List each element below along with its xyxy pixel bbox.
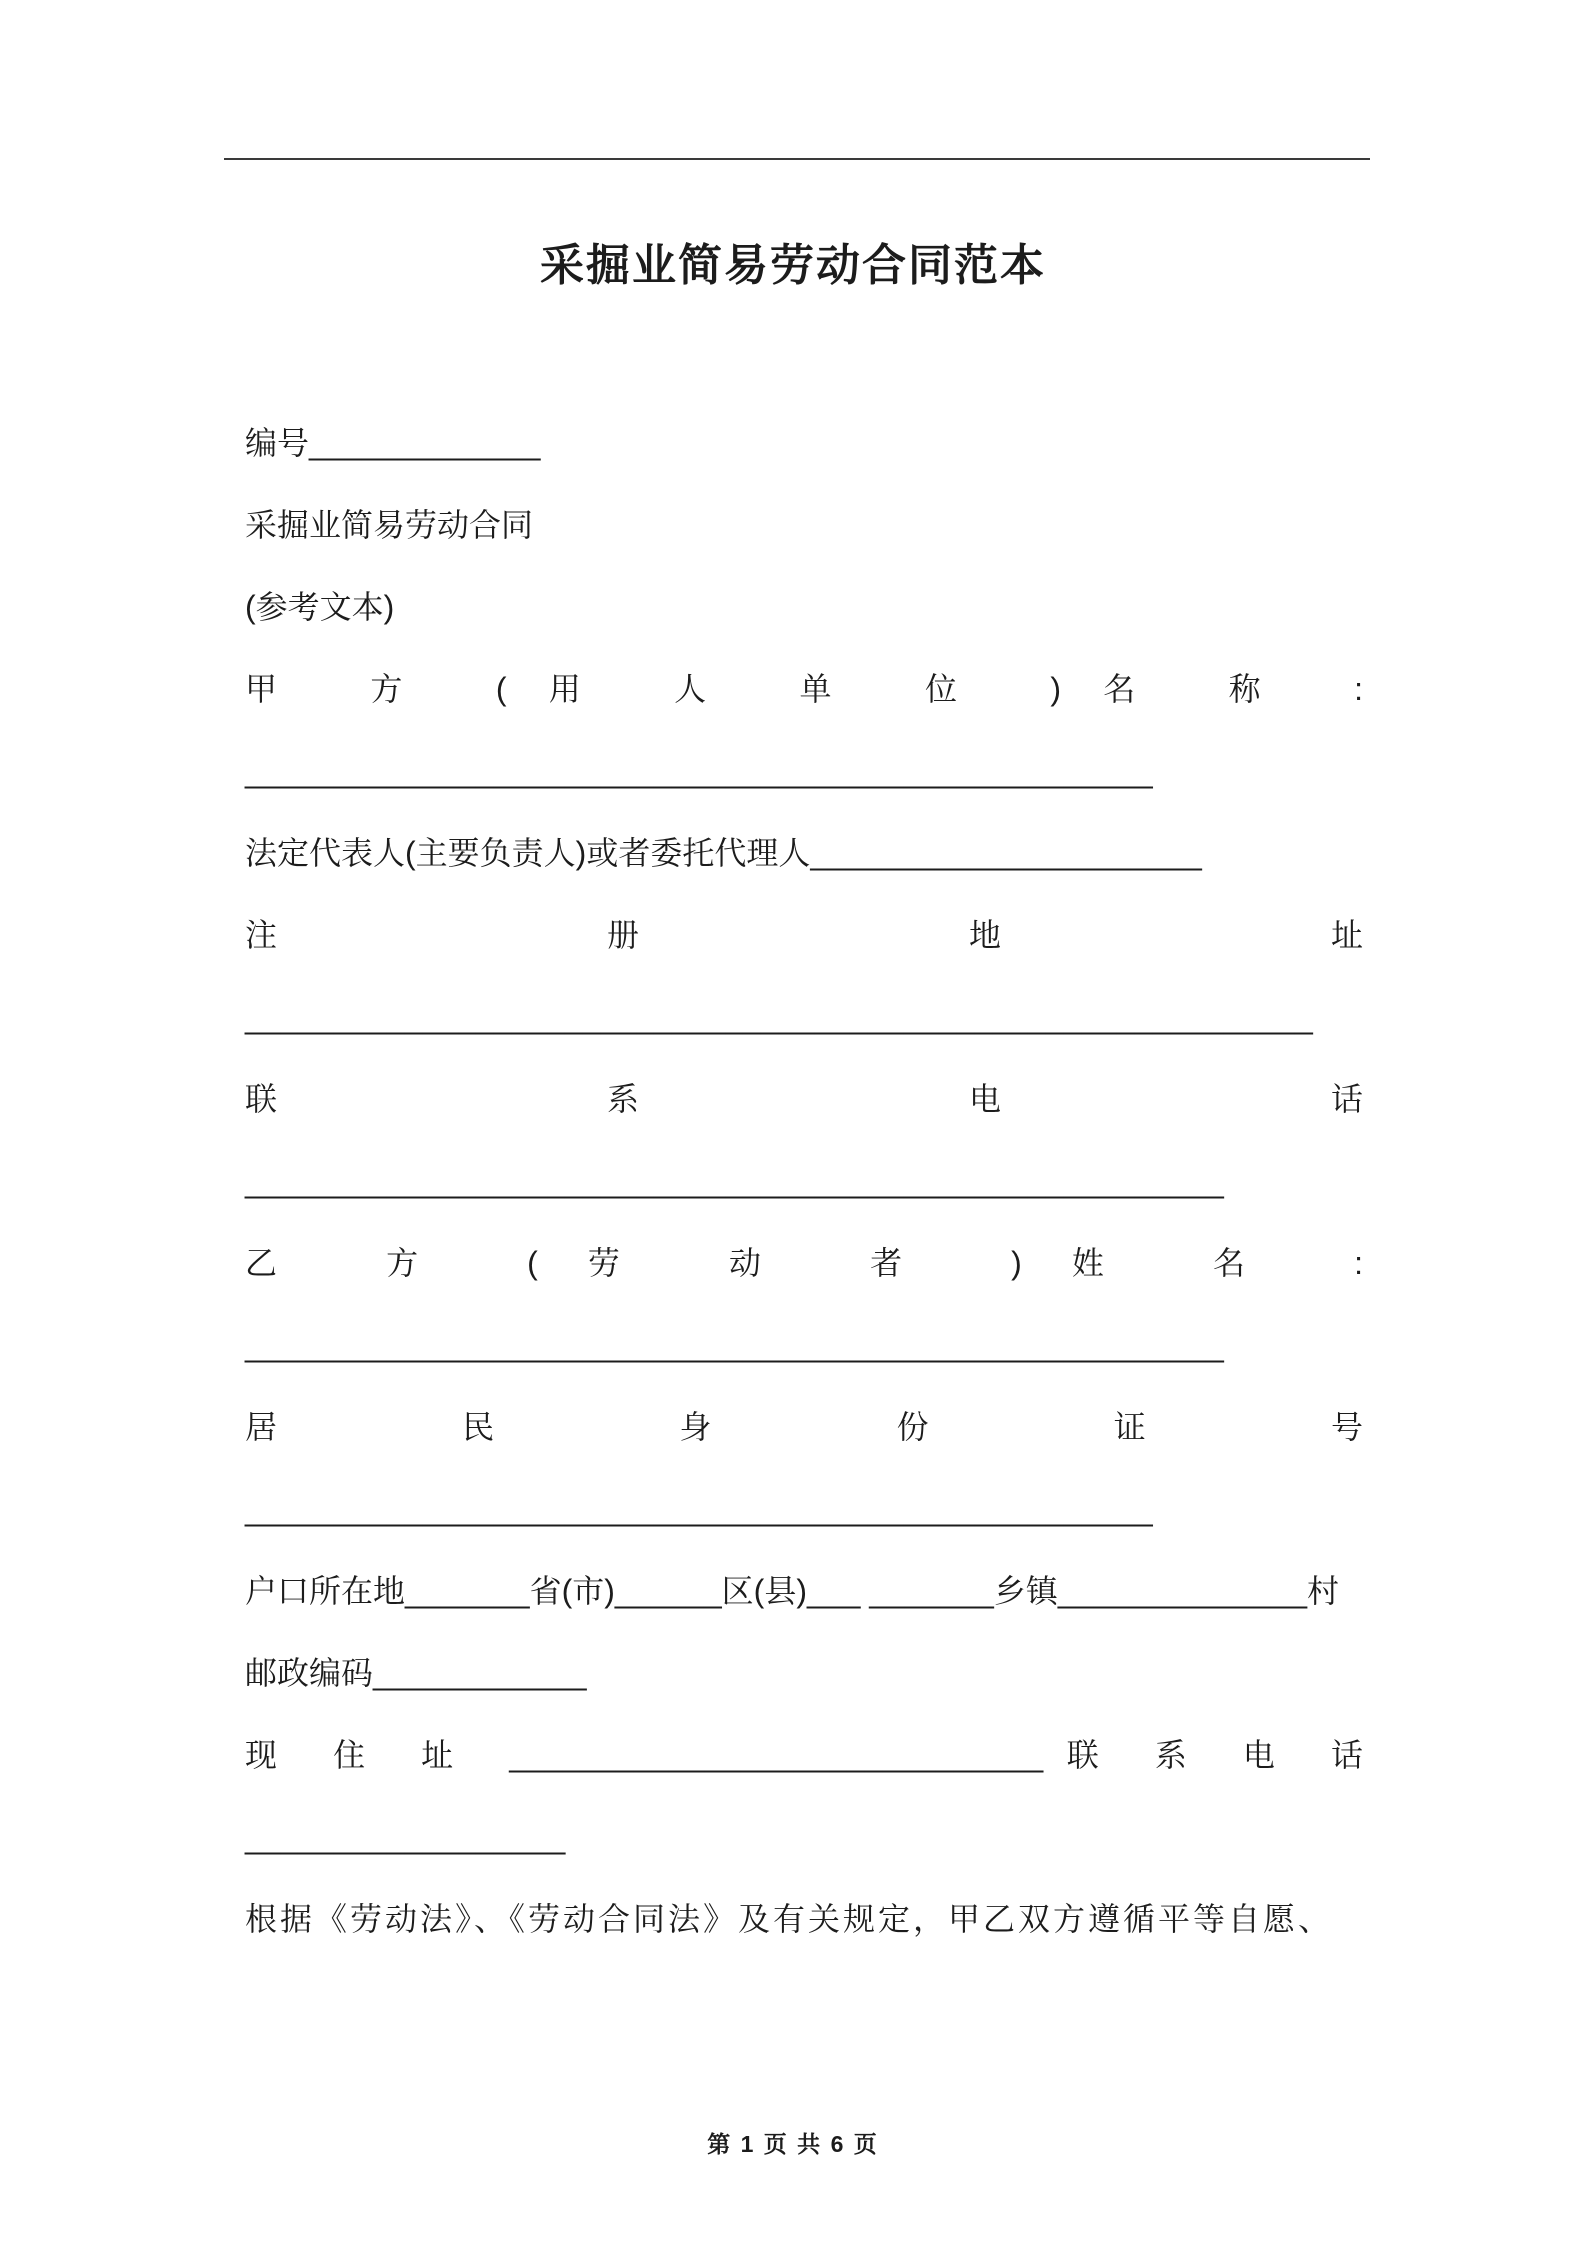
contract-line-current-address: 现 住 址 ______________________________联 系 电 话 bbox=[245, 1737, 1363, 1773]
contract-line-party-b-name: 乙 方 (劳 动 者 )姓 名 : bbox=[245, 1245, 1363, 1281]
contract-line-party-a-name: 甲 方 (用 人 单 位 )名 称 : bbox=[245, 671, 1363, 707]
contract-line-postal-code: 邮政编码____________ bbox=[245, 1655, 587, 1691]
contract-line-blank: __________________ bbox=[245, 1819, 566, 1855]
contract-line-blank: ___________________________________________________ bbox=[245, 753, 1153, 789]
contract-line-reference-note: (参考文本) bbox=[245, 589, 395, 625]
contract-line-contact-phone: 联 系 电 话 bbox=[245, 1081, 1363, 1117]
contract-line-number: 编号_____________ bbox=[245, 425, 541, 461]
contract-body bbox=[245, 402, 1363, 1960]
contract-line-blank: _______________________________________________________ bbox=[245, 1163, 1224, 1199]
document-title: 采掘业简易劳动合同范本 bbox=[540, 241, 1046, 291]
header-rule bbox=[224, 158, 1370, 160]
contract-line-household-registration: 户口所在地_______省(市)______区(县)___ _______乡镇______________村 bbox=[245, 1573, 1340, 1609]
contract-line-preamble: 根据《劳动法》、《劳动合同法》及有关规定，甲乙双方遵循平等自愿、 bbox=[245, 1901, 1334, 1937]
contract-line-legal-representative: 法定代表人(主要负责人)或者委托代理人______________________ bbox=[245, 835, 1202, 871]
page-footer: 第 1 页 共 6 页 bbox=[707, 2131, 879, 2157]
contract-line-id-number: 居 民 身 份 证 号 bbox=[245, 1409, 1363, 1445]
contract-line-blank: ___________________________________________________ bbox=[245, 1491, 1153, 1527]
contract-line-blank: _______________________________________________________ bbox=[245, 1327, 1224, 1363]
contract-line-registered-address: 注 册 地 址 bbox=[245, 917, 1363, 953]
contract-line-blank: ____________________________________________________________ bbox=[245, 999, 1313, 1035]
contract-line-subtitle: 采掘业简易劳动合同 bbox=[245, 507, 534, 543]
